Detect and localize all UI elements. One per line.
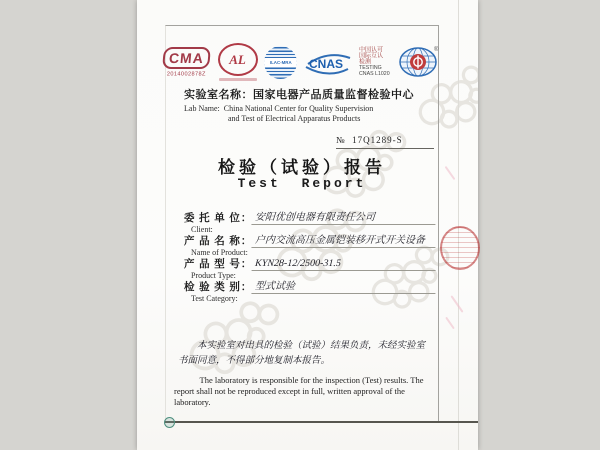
- report-number-value: 17Q1289-S: [352, 135, 403, 145]
- ilac-mark-text: ILAC-MRA: [270, 59, 292, 65]
- lab-name-block: [184, 86, 414, 124]
- report-fields: [184, 212, 436, 304]
- field-value: 型式试验: [252, 277, 437, 294]
- cnas-caption-line: 国际互认: [359, 52, 384, 59]
- field-label-zh: 委 托 单 位：: [184, 213, 253, 224]
- cnas-logo: [304, 49, 352, 75]
- al-mark-text: AL: [229, 51, 246, 67]
- lab-name-en-text: China National Center for Quality Supervision: [223, 104, 374, 113]
- al-oval-mark: [218, 43, 258, 76]
- field-product-name: [184, 235, 436, 258]
- ilac-text-band: [264, 58, 297, 67]
- field-label-zh: 产 品 名 称：: [184, 236, 253, 247]
- responsibility-statement-en: The laboratory is responsible for the inspection (Test) results. The report shall not be reproduced except in full, written approval of the laboratory.: [174, 375, 424, 407]
- report-number: [336, 135, 434, 149]
- cnas-caption-line: 检测: [359, 58, 372, 65]
- cnas-mark-text: CNAS: [309, 57, 344, 71]
- cnas-emblem-icon: [304, 49, 352, 75]
- field-row: [184, 258, 436, 271]
- field-value: KYN28-12/2500-31.5: [252, 258, 437, 271]
- cma-mark-text: CMA: [162, 47, 211, 69]
- globe-certification-logo: [398, 44, 440, 80]
- field-value: 安阳优创电器有限责任公司: [252, 208, 437, 225]
- lab-name-zh: 实验室名称：国家电器产品质量监督检验中心: [184, 89, 414, 101]
- field-label-zh: 产 品 型 号：: [184, 259, 253, 270]
- report-cover-page: [165, 25, 439, 423]
- lab-name-en-label: Lab Name:: [184, 104, 220, 113]
- cma-certificate-number: 2014002878Z: [166, 71, 206, 77]
- page-bottom-edge-line: [165, 421, 478, 423]
- cma-logo: [162, 47, 211, 78]
- lab-name-en-line2: and Test of Electrical Apparatus Products: [228, 114, 361, 123]
- cnas-caption-line: CNAS L1020: [359, 71, 390, 77]
- field-row: [184, 212, 436, 225]
- red-stamp-partial: [440, 226, 480, 270]
- field-label-en: Client:: [191, 225, 213, 234]
- al-caption-illegible: [219, 78, 257, 81]
- field-label-en: Product Type:: [191, 271, 236, 280]
- ilac-globe-icon: [264, 46, 297, 79]
- report-title-zh: 检验（试验）报告: [218, 158, 386, 177]
- report-number-label: №: [336, 135, 346, 145]
- globe-emblem-icon: [398, 44, 440, 80]
- field-label-en: Name of Product:: [191, 248, 248, 257]
- responsibility-statement-zh: 本实验室对出具的检验（试验）结果负责，未经实验室书面同意，不得部分地复制本报告。: [178, 341, 426, 366]
- cnas-caption-line: TESTING: [359, 65, 382, 71]
- lab-name-en-line1: [184, 104, 414, 114]
- field-label-zh: 检 验 类 别：: [184, 282, 253, 293]
- field-row: [184, 281, 436, 294]
- field-row: [184, 235, 436, 248]
- al-logo: [218, 43, 258, 81]
- field-value: 户内交流高压金属铠装移开式开关设备: [252, 231, 437, 248]
- field-test-category: [184, 281, 436, 304]
- field-label-en: Test Category:: [191, 294, 238, 303]
- green-ring-scan-mark: [164, 417, 175, 428]
- certification-logos-row: [162, 38, 440, 86]
- cnas-caption-line: 中国认可: [359, 46, 384, 53]
- cnas-caption-block: [359, 46, 390, 77]
- registered-trademark-symbol: ®: [433, 47, 439, 53]
- ilac-mra-logo: [264, 46, 297, 79]
- underlying-page-edge: [458, 0, 459, 450]
- report-title-en: Test Report: [237, 176, 367, 191]
- report-sheet: [137, 0, 478, 450]
